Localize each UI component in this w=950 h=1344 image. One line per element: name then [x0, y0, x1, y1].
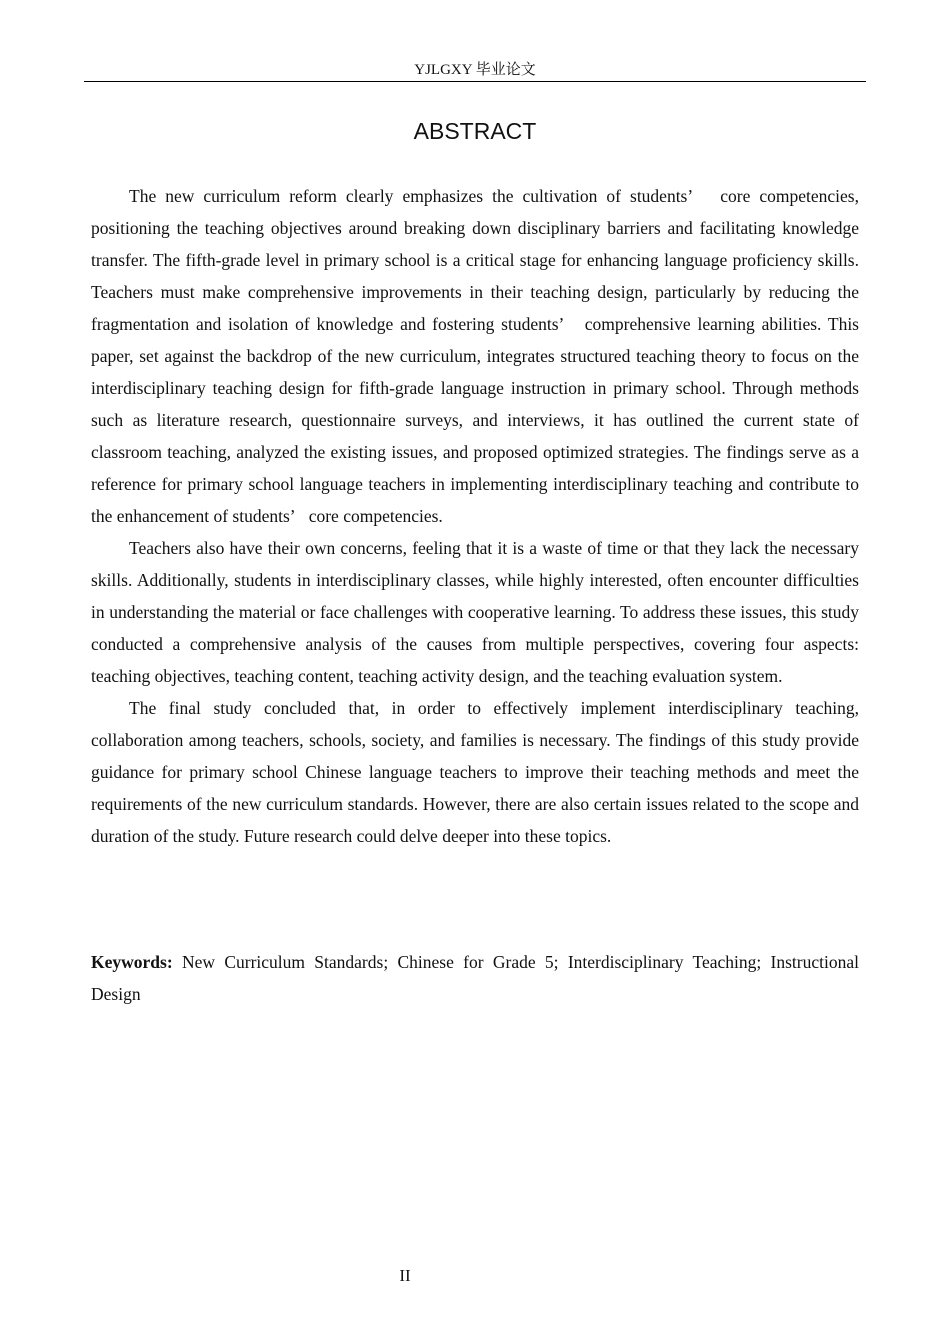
abstract-paragraph: The final study concluded that, in order to effectively implement interdisciplinary teaching, collaboration among teachers, schools, society, and families is necessary. The findings of this study provide guidance for primary school Chinese language teachers to improve their teaching methods and meet the requirements of the new curriculum standards. However, there are also certain issues related to the scope and duration of the study. Future research could delve deeper into these topics. — [91, 698, 859, 846]
page-number: II — [399, 1266, 411, 1285]
abstract-body — [91, 180, 859, 852]
abstract-title: ABSTRACT — [413, 118, 537, 144]
keywords-label: Keywords: — [91, 952, 173, 972]
keywords — [91, 946, 859, 1010]
keywords-text: New Curriculum Standards; Chinese for Grade 5; Interdisciplinary Teaching; Instructional Design — [91, 952, 859, 1004]
abstract-paragraph: The new curriculum reform clearly emphasizes the cultivation of students’ core competencies, positioning the teaching objectives around breaking down disciplinary barriers and facilitating knowledge transfer. The fifth-grade level in primary school is a critical stage for enhancing language proficiency skills. Teachers must make comprehensive improvements in their teaching design, particularly by reducing the fragmentation and isolation of knowledge and fostering students’ comprehensive learning abilities. This paper, set against the backdrop of the new curriculum, integrates structured teaching theory to focus on the interdisciplinary teaching design for fifth-grade language instruction in primary school. Through methods such as literature research, questionnaire surveys, and interviews, it has outlined the current state of classroom teaching, analyzed the existing issues, and proposed optimized strategies. The findings serve as a reference for primary school language teachers in implementing interdisciplinary teaching and contribute to the enhancement of students’ core competencies. — [91, 186, 859, 526]
running-header: YJLGXY 毕业论文 — [84, 60, 866, 82]
abstract-paragraph: Teachers also have their own concerns, feeling that it is a waste of time or that they lack the necessary skills. Additionally, students in interdisciplinary classes, while highly interested, often encounter difficulties in understanding the material or face challenges with cooperative learning. To address these issues, this study conducted a comprehensive analysis of the causes from multiple perspectives, covering four aspects: teaching objectives, teaching content, teaching activity design, and the teaching evaluation system. — [91, 538, 859, 686]
